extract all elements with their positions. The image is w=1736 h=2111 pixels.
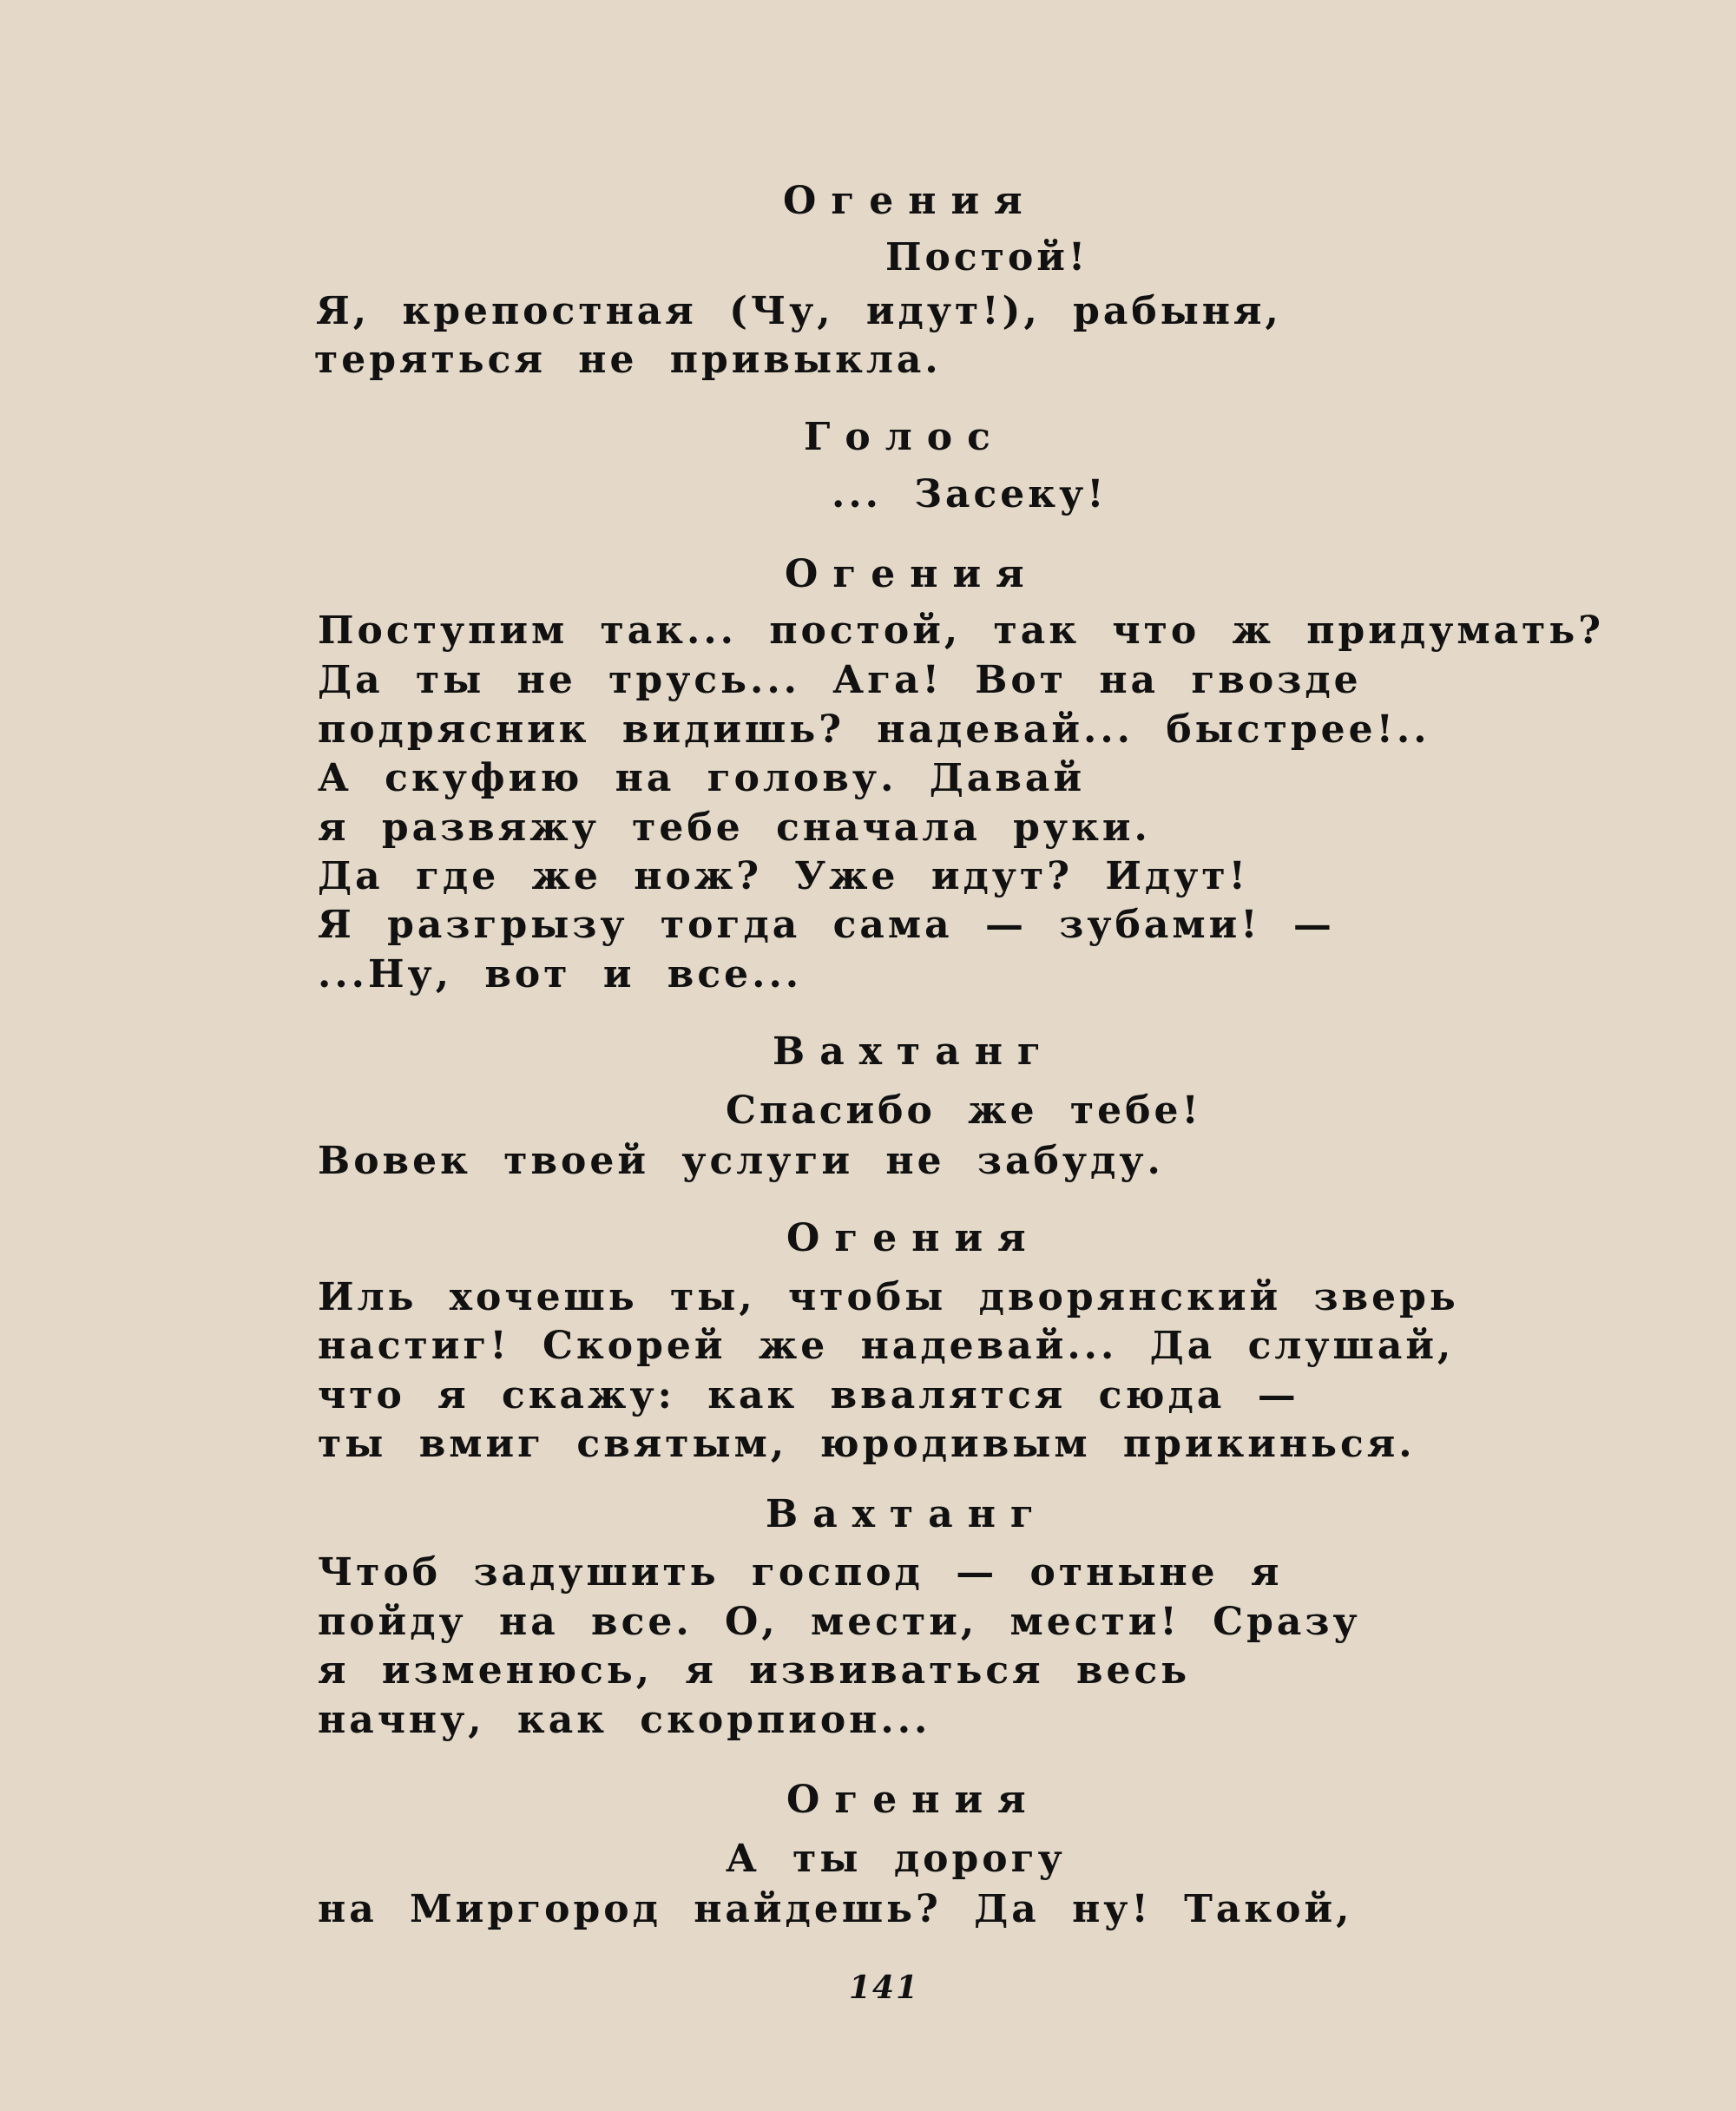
verse-line: на Миргород найдешь? Да ну! Такой, (318, 1887, 1353, 1931)
verse-line: Чтоб задушить господ — отныне я (318, 1550, 1283, 1595)
verse-line: Я, крепостная (Чу, идут!), рабыня, (316, 289, 1282, 333)
verse-line: я изменюсь, я извиваться весь (318, 1648, 1191, 1693)
verse-line: подрясник видишь? надевай... быстрее!.. (318, 707, 1430, 752)
speaker-name: Голос (804, 415, 1005, 459)
speaker-name: Огения (786, 1778, 1041, 1822)
verse-line: Спасибо же тебе! (726, 1088, 1202, 1133)
verse-line: ...Ну, вот и все... (318, 952, 803, 996)
verse-line: теряться не привыкла. (314, 338, 942, 382)
verse-line: настиг! Скорей же надевай... Да слушай, (318, 1324, 1455, 1368)
verse-line: Поступим так... постой, так что ж придумать? (318, 608, 1605, 653)
speaker-name: Огения (786, 1216, 1041, 1260)
verse-line: Да ты не трусь... Ага! Вот на гвозде (318, 658, 1362, 702)
verse-line: Я разгрызу тогда сама — зубами! — (318, 903, 1335, 947)
verse-line: я развяжу тебе сначала руки. (318, 806, 1151, 850)
verse-line: Вовек твоей услуги не забуду. (318, 1139, 1164, 1183)
verse-line: Да где же нож? Уже идут? Идут! (318, 854, 1249, 898)
page-number: 141 (849, 1970, 920, 2006)
speaker-name: Огения (785, 552, 1039, 596)
speaker-name: Вахтанг (766, 1492, 1049, 1536)
verse-line: Постой! (885, 235, 1089, 279)
verse-line: ты вмиг святым, юродивым прикинься. (318, 1422, 1416, 1466)
verse-line: А ты дорогу (726, 1837, 1066, 1881)
verse-line: пойду на все. О, мести, мести! Сразу (318, 1600, 1361, 1644)
verse-line: Иль хочешь ты, чтобы дворянский зверь (318, 1275, 1459, 1319)
verse-line: что я скажу: как ввалятся сюда — (318, 1373, 1299, 1417)
speaker-name: Вахтанг (773, 1029, 1055, 1074)
verse-line: А скуфию на голову. Давай (318, 756, 1086, 800)
verse-line: начну, как скорпион... (318, 1698, 931, 1742)
verse-line: ... Засеку! (832, 472, 1108, 516)
speaker-name: Огения (783, 179, 1037, 223)
